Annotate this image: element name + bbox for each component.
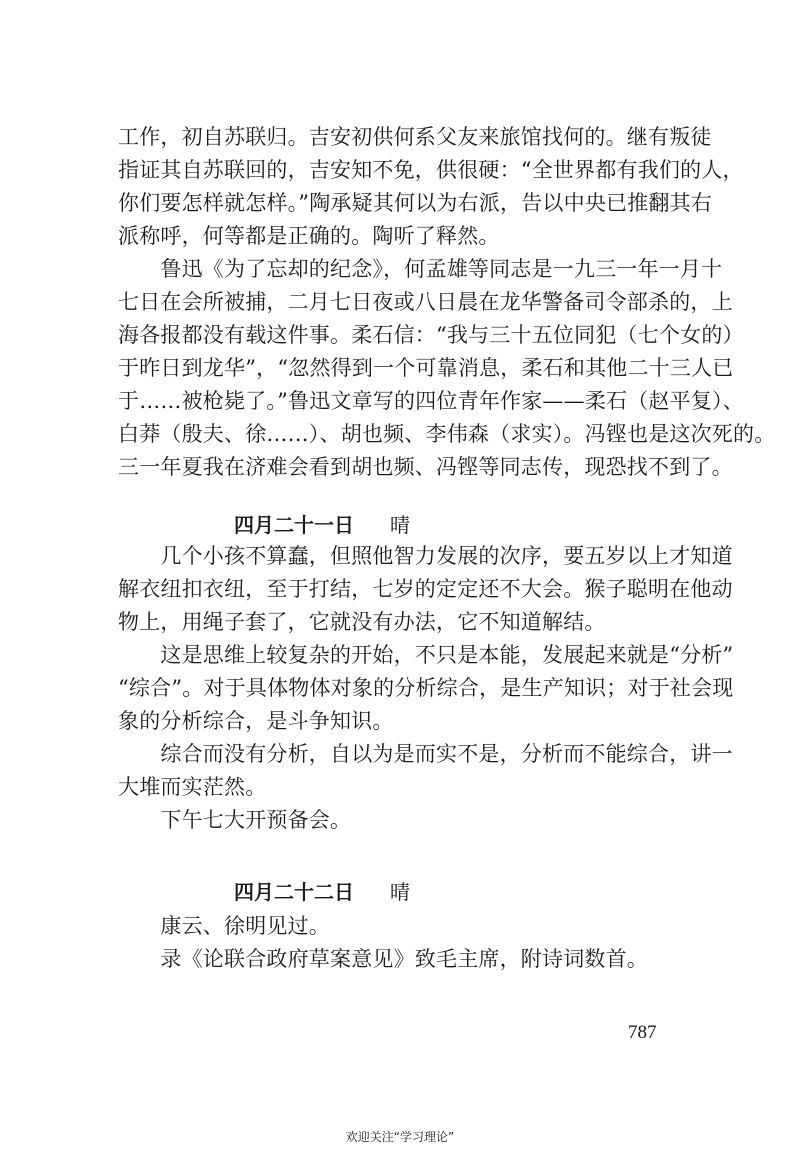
footer-watermark: 欢迎关注“学习理论” [345, 1130, 455, 1144]
text-line: 鲁迅《为了忘却的纪念》，何孟雄等同志是一九三一年一月十 [118, 257, 723, 281]
text-line: 解衣纽扣衣纽，至于打结，七岁的定定还不大会。猴子聪明在他动 [118, 577, 733, 601]
text-line: 海各报都没有载这件事。柔石信：“我与三十五位同犯（七个女的） [118, 323, 744, 347]
text-line: 于昨日到龙华”，“忽然得到一个可靠消息，柔石和其他二十三人已 [118, 356, 734, 380]
text-line: 七日在会所被捕，二月七日夜或八日晨在龙华警备司令部杀的，上 [118, 290, 733, 314]
date-heading-1 [234, 509, 410, 538]
page-number: 787 [628, 1022, 657, 1043]
text-line: 指证其自苏联回的，吉安知不免，供很硬：“全世界都有我们的人， [118, 158, 744, 182]
text-line: 象的分析综合，是斗争知识。 [118, 709, 394, 733]
text-line: 你们要怎样就怎样。”陶承疑其何以为右派，告以中央已推翻其右 [118, 191, 713, 215]
heading-date: 四月二十一日 [234, 513, 354, 537]
text-line: 三一年夏我在济难会看到胡也频、冯铿等同志传，现恐找不到了。 [118, 455, 733, 479]
text-line: 录《论联合政府草案意见》致毛主席，附诗词数首。 [118, 947, 648, 971]
text-block-3 [118, 910, 686, 976]
text-line: 综合而没有分析，自以为是而实不是，分析而不能综合，讲一 [118, 742, 733, 766]
text-line: 几个小孩不算蠢，但照他智力发展的次序，要五岁以上才知道 [118, 544, 733, 568]
text-line: 工作，初自苏联归。吉安初供何系父友来旅馆找何的。继有叛徒 [118, 125, 712, 149]
text-line: 物上，用绳子套了，它就没有办法，它不知道解结。 [118, 610, 606, 634]
text-line: 大堆而实茫然。 [118, 775, 267, 799]
text-line: 白莽（殷夫、徐……）、胡也频、李伟森（求实）。冯铿也是这次死的。 [118, 422, 776, 446]
text-block-1 [118, 121, 776, 484]
text-line: 于……被枪毙了。”鲁迅文章写的四位青年作家——柔石（赵平复）、 [118, 389, 744, 413]
heading-weather: 晴 [390, 880, 410, 904]
text-line: 这是思维上较复杂的开始，不只是本能，发展起来就是“分析” [118, 643, 734, 667]
text-line: “综合”。对于具体物体对象的分析综合，是生产知识；对于社会现 [118, 676, 734, 700]
date-heading-2 [234, 876, 410, 905]
heading-weather: 晴 [390, 513, 410, 537]
text-line: 下午七大开预备会。 [118, 808, 352, 832]
text-line: 康云、徐明见过。 [118, 914, 330, 938]
text-block-2 [118, 540, 734, 837]
text-line: 派称呼，何等都是正确的。陶听了释然。 [118, 224, 500, 248]
heading-date: 四月二十二日 [234, 880, 354, 904]
